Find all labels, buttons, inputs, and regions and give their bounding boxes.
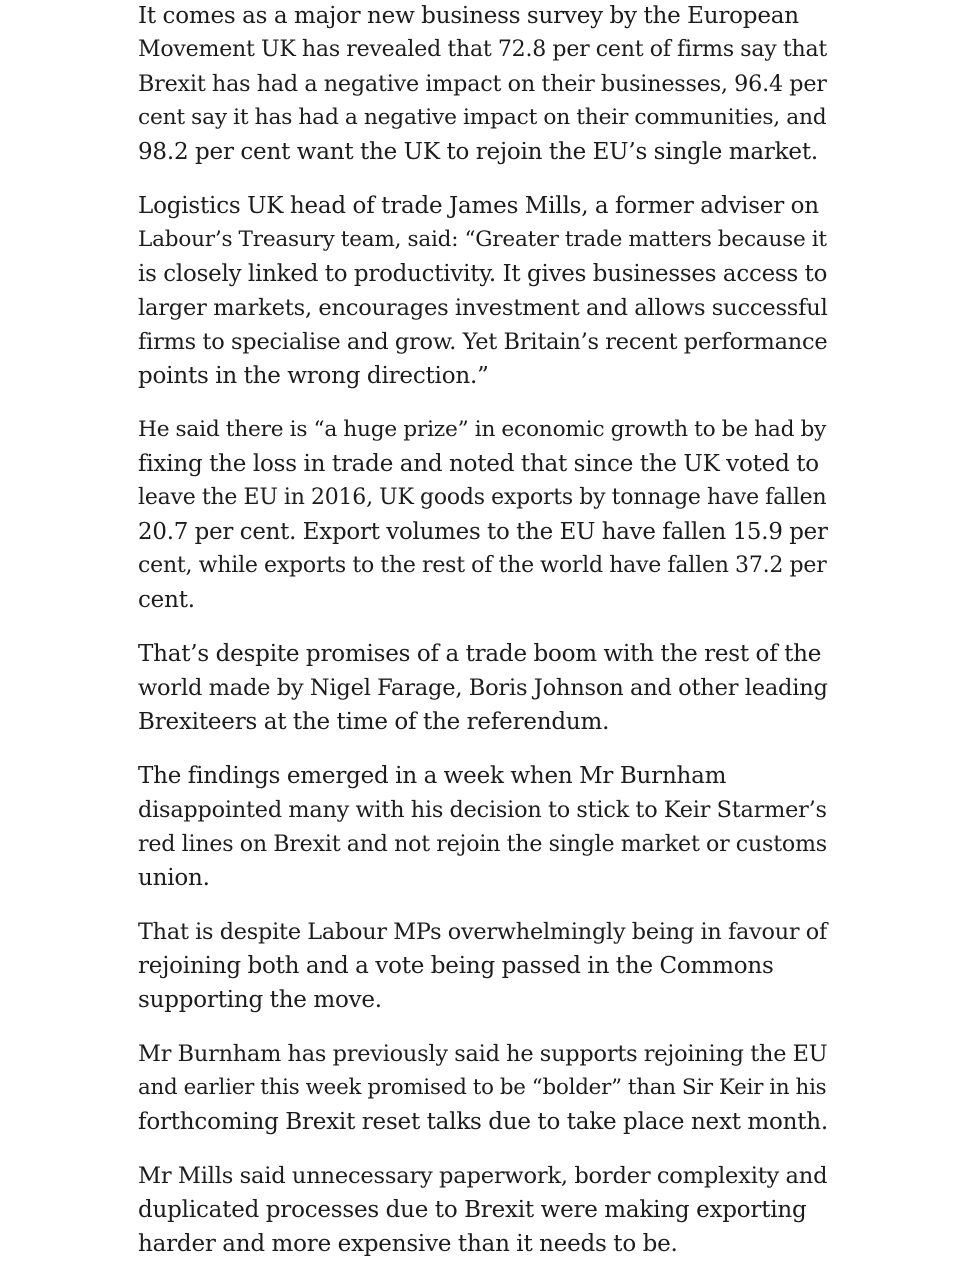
paragraph-line: forthcoming Brexit reset talks due to take place next month. <box>138 1109 829 1135</box>
paragraph-line: cent, while exports to the rest of the world have fallen 37.2 per <box>138 553 827 578</box>
paragraph-line: cent. <box>138 587 195 613</box>
paragraph-line: It comes as a major new business survey by the European <box>138 3 799 29</box>
paragraph-line: cent say it has had a negative impact on their communities, and <box>138 105 827 130</box>
paragraph-line: red lines on Brexit and not rejoin the single market or customs <box>138 831 827 857</box>
paragraph-line: 20.7 per cent. Export volumes to the EU have fallen 15.9 per <box>138 519 828 545</box>
paragraph-line: Mr Burnham has previously said he supports rejoining the EU <box>138 1041 828 1067</box>
paragraph-line: He said there is “a huge prize” in economic growth to be had by <box>138 417 827 442</box>
paragraph-line: duplicated processes due to Brexit were making exporting <box>138 1197 807 1223</box>
paragraph-line: supporting the move. <box>138 987 382 1013</box>
paragraph-line: larger markets, encourages investment and allows successful <box>138 295 828 321</box>
paragraph-line: Brexiteers at the time of the referendum. <box>138 709 610 735</box>
paragraph-line: points in the wrong direction.” <box>138 363 489 389</box>
paragraph-line: harder and more expensive than it needs to be. <box>138 1231 678 1257</box>
paragraph-line: world made by Nigel Farage, Boris Johnson and other leading <box>138 675 828 701</box>
article-paragraph <box>138 189 828 393</box>
paragraph-line: and earlier this week promised to be “bolder” than Sir Keir in his <box>138 1075 827 1100</box>
paragraph-line: disappointed many with his decision to stick to Keir Starmer’s <box>138 797 827 823</box>
paragraph-line: leave the EU in 2016, UK goods exports by tonnage have fallen <box>138 485 827 510</box>
paragraph-line: Movement UK has revealed that 72.8 per cent of firms say that <box>138 37 828 62</box>
paragraph-line: fixing the loss in trade and noted that since the UK voted to <box>138 451 819 477</box>
article-paragraph <box>138 0 828 169</box>
paragraph-line: The findings emerged in a week when Mr Burnham <box>138 763 727 789</box>
paragraph-line: 98.2 per cent want the UK to rejoin the EU’s single market. <box>138 139 818 165</box>
paragraph-line: That is despite Labour MPs overwhelmingly being in favour of <box>138 919 828 945</box>
article-paragraph <box>138 759 828 895</box>
article-paragraph <box>138 637 828 739</box>
paragraph-line: Brexit has had a negative impact on their businesses, 96.4 per <box>138 71 827 97</box>
paragraph-line: firms to specialise and grow. Yet Britain’s recent performance <box>138 329 828 355</box>
paragraph-line: rejoining both and a vote being passed in the Commons <box>138 953 774 979</box>
paragraph-line: Labour’s Treasury team, said: “Greater trade matters because it <box>138 227 827 252</box>
paragraph-line: Mr Mills said unnecessary paperwork, border complexity and <box>138 1163 828 1189</box>
article-body <box>138 0 828 1281</box>
article-paragraph <box>138 413 828 617</box>
article-paragraph <box>138 915 828 1017</box>
article-paragraph <box>138 1037 828 1139</box>
article-paragraph <box>138 1159 828 1261</box>
paragraph-line: Logistics UK head of trade James Mills, a former adviser on <box>138 193 819 219</box>
paragraph-line: union. <box>138 865 210 891</box>
paragraph-line: That’s despite promises of a trade boom with the rest of the <box>138 641 822 667</box>
paragraph-line: is closely linked to productivity. It gives businesses access to <box>138 261 828 287</box>
